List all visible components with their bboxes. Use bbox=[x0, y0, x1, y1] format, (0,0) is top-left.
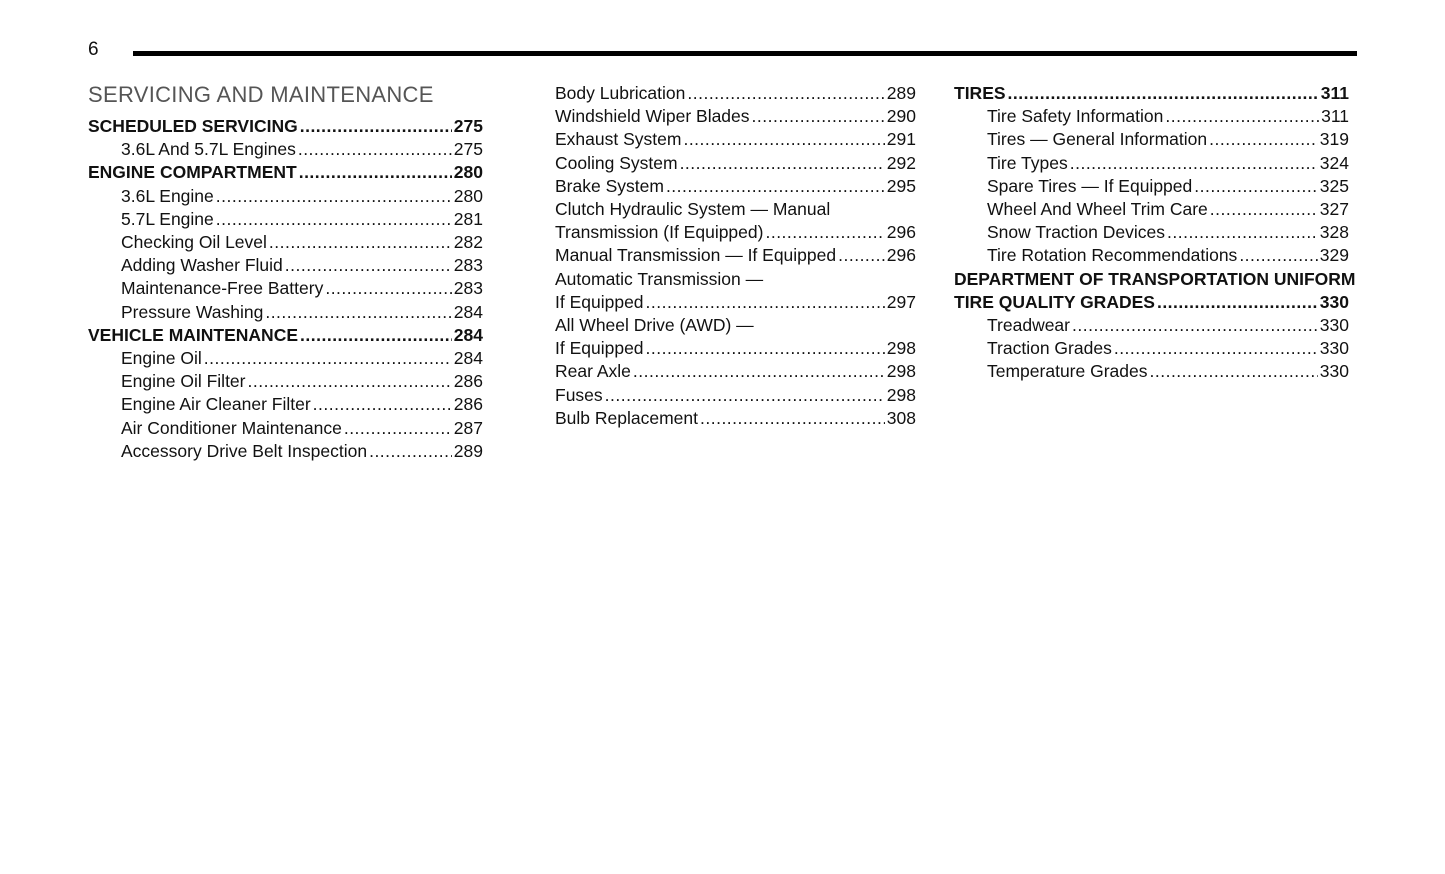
toc-entry-treadwear[interactable] bbox=[954, 314, 1349, 337]
dot-leader bbox=[285, 254, 452, 277]
toc-entry-label: Tire Rotation Recommendations bbox=[987, 245, 1238, 266]
toc-entry-page: 286 bbox=[453, 371, 483, 392]
toc-entry-label: Tires — General Information bbox=[987, 129, 1208, 150]
toc-entry-36l-engine[interactable] bbox=[88, 185, 483, 208]
toc-entry-page: 319 bbox=[1319, 129, 1349, 150]
toc-entry-page: 286 bbox=[453, 394, 483, 415]
toc-entry-label: Spare Tires — If Equipped bbox=[987, 175, 1193, 196]
dot-leader bbox=[1070, 152, 1318, 175]
toc-entry-page: 330 bbox=[1319, 338, 1349, 359]
toc-entry-label: Snow Traction Devices bbox=[987, 222, 1165, 243]
dot-leader bbox=[1008, 82, 1319, 105]
toc-entry-page: 296 bbox=[886, 245, 916, 266]
dot-leader bbox=[605, 384, 885, 407]
toc-entry-page: 298 bbox=[886, 338, 916, 359]
toc-entry-label: 3.6L And 5.7L Engines bbox=[121, 139, 296, 160]
section-title: SERVICING AND MAINTENANCE bbox=[88, 82, 434, 107]
dot-leader bbox=[838, 244, 885, 267]
toc-entry-page: 280 bbox=[453, 162, 483, 183]
toc-entry-page: 327 bbox=[1319, 199, 1349, 220]
dot-leader bbox=[1072, 314, 1318, 337]
dot-leader bbox=[1150, 360, 1318, 383]
toc-entry-label: 3.6L Engine bbox=[121, 185, 214, 206]
dot-leader bbox=[646, 337, 885, 360]
dot-leader bbox=[369, 440, 452, 463]
toc-entry-page: 295 bbox=[886, 175, 916, 196]
toc-entry-windshield-wiper-blades[interactable] bbox=[555, 105, 916, 128]
dot-leader bbox=[265, 301, 451, 324]
toc-entry-clutch-hydraulic-system[interactable] bbox=[555, 198, 916, 244]
dot-leader bbox=[299, 161, 452, 184]
toc-entry-label: Rear Axle bbox=[555, 361, 631, 382]
toc-entry-engine-air-cleaner-filter[interactable] bbox=[88, 393, 483, 416]
toc-entry-label: Transmission (If Equipped) bbox=[555, 222, 764, 243]
toc-entry-exhaust-system[interactable] bbox=[555, 128, 916, 151]
toc-entry-snow-traction-devices[interactable] bbox=[954, 221, 1349, 244]
toc-entry-label: Adding Washer Fluid bbox=[121, 255, 283, 276]
toc-column-2 bbox=[555, 82, 916, 430]
toc-entry-page: 283 bbox=[453, 255, 483, 276]
toc-entry-accessory-drive-belt-inspection[interactable] bbox=[88, 440, 483, 463]
toc-entry-air-conditioner-maintenance[interactable] bbox=[88, 417, 483, 440]
toc-entry-page: 308 bbox=[886, 407, 916, 428]
dot-leader bbox=[752, 105, 885, 128]
toc-entry-page: 287 bbox=[453, 417, 483, 438]
dot-leader bbox=[325, 277, 451, 300]
header-rule bbox=[133, 51, 1357, 56]
dot-leader bbox=[313, 393, 452, 416]
toc-entry-page: 281 bbox=[453, 208, 483, 229]
toc-entry-page: 311 bbox=[1320, 83, 1349, 103]
dot-leader bbox=[1167, 221, 1318, 244]
toc-entry-page: 283 bbox=[453, 278, 483, 299]
toc-entry-label: Engine Oil Filter bbox=[121, 371, 246, 392]
toc-entry-all-wheel-drive[interactable] bbox=[555, 314, 916, 360]
toc-entry-pressure-washing[interactable] bbox=[88, 301, 483, 324]
dot-leader bbox=[216, 185, 452, 208]
toc-entry-label-line1: All Wheel Drive (AWD) — bbox=[555, 315, 754, 336]
toc-entry-page: 297 bbox=[886, 291, 916, 312]
toc-entry-label: Manual Transmission — If Equipped bbox=[555, 245, 837, 266]
toc-entry-label-line1: Clutch Hydraulic System — Manual bbox=[555, 199, 831, 220]
toc-entry-page: 324 bbox=[1319, 152, 1349, 173]
dot-leader bbox=[1239, 244, 1317, 267]
toc-entry-page: 275 bbox=[453, 116, 483, 136]
toc-entry-manual-transmission[interactable] bbox=[555, 244, 916, 267]
dot-leader bbox=[1209, 128, 1318, 151]
toc-entry-engine-compartment[interactable] bbox=[88, 161, 483, 184]
toc-column-3 bbox=[954, 82, 1356, 384]
toc-entry-page: 275 bbox=[453, 139, 483, 160]
toc-entry-label: Body Lubrication bbox=[555, 83, 686, 103]
toc-entry-fuses[interactable] bbox=[555, 384, 916, 407]
toc-entry-page: 296 bbox=[886, 222, 916, 243]
toc-entry-rear-axle[interactable] bbox=[555, 360, 916, 383]
toc-entry-label: VEHICLE MAINTENANCE bbox=[88, 324, 299, 345]
toc-entry-bulb-replacement[interactable] bbox=[555, 407, 916, 430]
dot-leader bbox=[216, 208, 452, 231]
toc-entry-page: 289 bbox=[453, 440, 483, 461]
toc-entry-label: Checking Oil Level bbox=[121, 232, 267, 253]
toc-entry-engine-oil-filter[interactable] bbox=[88, 370, 483, 393]
toc-entry-57l-engine[interactable] bbox=[88, 208, 483, 231]
dot-leader bbox=[300, 324, 452, 347]
toc-entry-temperature-grades[interactable] bbox=[954, 360, 1349, 383]
toc-entry-checking-oil-level[interactable] bbox=[88, 231, 483, 254]
dot-leader bbox=[680, 152, 885, 175]
dot-leader bbox=[687, 82, 884, 105]
toc-entry-engine-oil[interactable] bbox=[88, 347, 483, 370]
toc-entry-traction-grades[interactable] bbox=[954, 337, 1349, 360]
dot-leader bbox=[646, 291, 885, 314]
toc-entry-label: Bulb Replacement bbox=[555, 407, 698, 428]
dot-leader bbox=[300, 115, 452, 138]
toc-entry-label: Accessory Drive Belt Inspection bbox=[121, 440, 368, 461]
toc-entry-label: Brake System bbox=[555, 175, 664, 196]
toc-entry-dot-uniform-tire-quality-grades[interactable] bbox=[954, 268, 1356, 314]
toc-entry-page: 280 bbox=[453, 185, 483, 206]
toc-column-1 bbox=[88, 82, 483, 463]
toc-entry-label-line1: Automatic Transmission — bbox=[555, 268, 764, 289]
toc-entry-label: Temperature Grades bbox=[987, 361, 1148, 382]
toc-entry-label: Engine Oil bbox=[121, 348, 202, 369]
toc-entry-tire-safety-information[interactable] bbox=[954, 105, 1349, 128]
toc-entry-tires[interactable] bbox=[954, 82, 1349, 105]
dot-leader bbox=[765, 221, 884, 244]
toc-entry-label: Wheel And Wheel Trim Care bbox=[987, 199, 1208, 220]
toc-entry-vehicle-maintenance[interactable] bbox=[88, 324, 483, 347]
toc-entry-page: 282 bbox=[453, 232, 483, 253]
dot-leader bbox=[683, 128, 884, 151]
toc-entry-page: 330 bbox=[1319, 291, 1349, 312]
toc-entry-page: 311 bbox=[1321, 106, 1349, 127]
toc-entry-tires-general-information[interactable] bbox=[954, 128, 1349, 151]
toc-entry-label: Air Conditioner Maintenance bbox=[121, 417, 342, 438]
toc-entry-label-line1: DEPARTMENT OF TRANSPORTATION UNIFORM bbox=[954, 268, 1356, 289]
toc-entry-page: 284 bbox=[453, 301, 483, 322]
toc-entry-page: 329 bbox=[1319, 245, 1349, 266]
toc-entry-spare-tires[interactable] bbox=[954, 175, 1349, 198]
toc-entry-tire-rotation-recommendations[interactable] bbox=[954, 244, 1349, 267]
toc-entry-label: Cooling System bbox=[555, 152, 678, 173]
toc-entry-label: Treadwear bbox=[987, 315, 1070, 336]
dot-leader bbox=[700, 407, 885, 430]
toc-entry-automatic-transmission[interactable] bbox=[555, 268, 916, 314]
toc-entry-page: 298 bbox=[886, 361, 916, 382]
toc-entry-label: Engine Air Cleaner Filter bbox=[121, 394, 311, 415]
toc-entry-page: 289 bbox=[886, 83, 916, 103]
toc-entry-engines[interactable] bbox=[88, 138, 483, 161]
toc-entry-page: 290 bbox=[886, 106, 916, 127]
toc-entry-scheduled-servicing[interactable] bbox=[88, 115, 483, 138]
toc-entry-body-lubrication[interactable] bbox=[555, 82, 916, 105]
dot-leader bbox=[1194, 175, 1318, 198]
toc-entry-label: Traction Grades bbox=[987, 338, 1112, 359]
toc-entry-adding-washer-fluid[interactable] bbox=[88, 254, 483, 277]
toc-entry-page: 291 bbox=[886, 129, 916, 150]
dot-leader bbox=[633, 360, 885, 383]
toc-entry-brake-system[interactable] bbox=[555, 175, 916, 198]
dot-leader bbox=[1114, 337, 1318, 360]
toc-entry-page: 284 bbox=[453, 348, 483, 369]
toc-entry-label: Windshield Wiper Blades bbox=[555, 106, 750, 127]
toc-entry-maintenance-free-battery[interactable] bbox=[88, 277, 483, 300]
dot-leader bbox=[666, 175, 885, 198]
dot-leader bbox=[248, 370, 452, 393]
toc-entry-page: 325 bbox=[1319, 175, 1349, 196]
dot-leader bbox=[298, 138, 452, 161]
toc-entry-label: Tire Safety Information bbox=[987, 106, 1164, 127]
page-number: 6 bbox=[88, 39, 99, 60]
dot-leader bbox=[204, 347, 452, 370]
dot-leader bbox=[1210, 198, 1318, 221]
toc-entry-label: If Equipped bbox=[555, 338, 644, 359]
toc-entry-label: Exhaust System bbox=[555, 129, 682, 150]
toc-entry-label: TIRES bbox=[954, 83, 1006, 103]
toc-entry-cooling-system[interactable] bbox=[555, 152, 916, 175]
toc-entry-label: Tire Types bbox=[987, 152, 1068, 173]
dot-leader bbox=[1165, 105, 1319, 128]
toc-entry-page: 328 bbox=[1319, 222, 1349, 243]
dot-leader bbox=[1157, 291, 1318, 314]
dot-leader bbox=[269, 231, 452, 254]
toc-entry-label: 5.7L Engine bbox=[121, 208, 214, 229]
toc-entry-page: 330 bbox=[1319, 361, 1349, 382]
toc-entry-label: TIRE QUALITY GRADES bbox=[954, 291, 1155, 312]
dot-leader bbox=[344, 417, 452, 440]
toc-entry-label: SCHEDULED SERVICING bbox=[88, 116, 298, 136]
toc-entry-tire-types[interactable] bbox=[954, 152, 1349, 175]
toc-entry-label: Fuses bbox=[555, 384, 603, 405]
toc-entry-label: Pressure Washing bbox=[121, 301, 264, 322]
toc-entry-wheel-trim-care[interactable] bbox=[954, 198, 1349, 221]
toc-entry-label: ENGINE COMPARTMENT bbox=[88, 162, 297, 183]
toc-entry-page: 284 bbox=[453, 324, 483, 345]
toc-entry-page: 298 bbox=[886, 384, 916, 405]
toc-entry-page: 292 bbox=[886, 152, 916, 173]
toc-entry-page: 330 bbox=[1319, 315, 1349, 336]
toc-entry-label: If Equipped bbox=[555, 291, 644, 312]
toc-entry-label: Maintenance-Free Battery bbox=[121, 278, 324, 299]
